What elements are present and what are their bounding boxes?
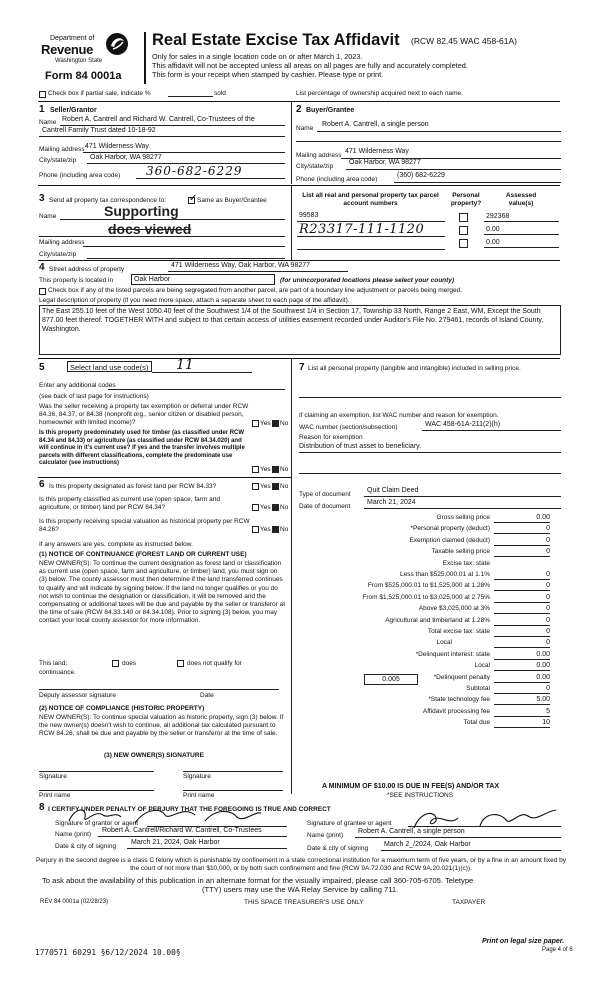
- seller-city-label: City/state/zip: [39, 157, 77, 164]
- subtotal-value[interactable]: 0: [546, 685, 550, 692]
- gross-selling-price-value[interactable]: 0.00: [536, 514, 550, 521]
- agricultural-tax-label: Agricultural and timberland at 1.28%: [385, 616, 490, 624]
- dept-line3: Washington State: [55, 58, 103, 64]
- timber-no-checkbox[interactable]: [272, 466, 279, 473]
- treasurer-use: THIS SPACE TREASURER'S USE ONLY: [244, 899, 364, 906]
- taxpayer-label: TAXPAYER: [452, 899, 486, 906]
- page-title: Real Estate Excise Tax Affidavit: [152, 31, 400, 49]
- owner-print-name-label-1: Print name: [39, 792, 71, 799]
- historical-yes-checkbox[interactable]: [252, 526, 259, 533]
- exemption-no-checkbox[interactable]: [272, 420, 279, 427]
- grantee-name-label: Name (print): [307, 832, 344, 839]
- parcel-number-2: R23317-111-1120: [299, 222, 425, 237]
- grantor-date: March 21, 2024, Oak Harbor: [131, 839, 220, 846]
- buyer-phone-label: Phone (including area code): [296, 176, 378, 183]
- tier-2-tax-value[interactable]: 0: [546, 582, 550, 590]
- county-select[interactable]: [131, 274, 275, 285]
- parcel-number-1: 99583: [299, 212, 319, 219]
- historical-question: Is this property receiving special valuation as historical property per RCW 84.26?: [39, 518, 250, 533]
- taxable-selling-price-label: Taxable selling price: [431, 548, 490, 556]
- dept-line1: Department of: [50, 35, 95, 42]
- header-note3: This form is your receipt when stamped by cashier. Please type or print.: [152, 70, 384, 79]
- does-not-label: does not qualify for: [187, 660, 242, 667]
- legal-desc-label: Legal description of property (if you need more space, attach a separate sheet to each page of the affidavit).: [39, 297, 350, 304]
- grantor-name-label: Name (print): [55, 831, 92, 838]
- gross-selling-price-label: Gross selling price: [436, 514, 490, 521]
- corr-mailing-label: Mailing address: [39, 239, 85, 246]
- exemption-yes-label: Yes: [260, 420, 271, 427]
- historical-no-label: No: [280, 526, 289, 533]
- see-instructions: *SEE INSTRUCTIONS: [387, 792, 454, 799]
- open-space-question: Is this property classified as current use (open space, farm and agriculture, or timber) land per RCW 84.34?: [39, 496, 221, 511]
- forest-yes-label: Yes: [260, 483, 271, 490]
- open-space-no-label: No: [280, 504, 289, 511]
- county-value: Oak Harbor: [134, 276, 171, 283]
- deputy-date-label: Date: [200, 692, 214, 699]
- timber-question: Is this property predominately used for timber (as classified under RCW 84.34 and 84.33) or agriculture (as classified under RCW 84.34.020) and will continue in it's current use? If yes and the transfer involves multiple parcels with different classifications, complete the predominate use calculator (see instructions): [39, 430, 245, 466]
- property-street: 471 Wilderness Way, Oak Harbor, WA 98277: [171, 262, 311, 269]
- timber-yes-label: Yes: [260, 466, 271, 473]
- section4-number: 4: [39, 262, 45, 273]
- seller-name-label: Name: [39, 119, 57, 126]
- tier-3-tax-label: From $1,525,000.01 to $3,025,000 at 2.75%: [362, 593, 490, 601]
- state-technology-fee-label: *State technology fee: [428, 696, 490, 704]
- open-space-yes-checkbox[interactable]: [252, 504, 259, 511]
- exemption-question: Was the seller receiving a property tax exemption or deferral under RCW 84.36, 84.37, or 84.38 (nonprofit org., senior citizen or disabled person, homeowner with limited income)?: [39, 403, 249, 426]
- seller-mailing: 471 Wilderness Way: [85, 143, 149, 150]
- delinquent-penalty-value[interactable]: 0.00: [536, 673, 550, 681]
- personal-property-deduct-label: *Personal property (deduct): [410, 525, 490, 533]
- personal-property-checkbox-3[interactable]: [459, 239, 468, 248]
- does-qualify-checkbox[interactable]: [112, 660, 119, 667]
- delinquent-interest-local-label: Local: [474, 662, 490, 670]
- delinquent-interest-state-label: *Delinquent interest: state: [415, 650, 490, 658]
- exemption-claimed-label: Exemption claimed (deduct): [409, 536, 490, 544]
- timber-no-label: No: [280, 466, 289, 473]
- tier-2-tax-label: From $525,000.01 to $1,525,000 at 1.28%: [367, 582, 490, 590]
- doc-date: March 21, 2024: [367, 499, 416, 506]
- supporting-docs-stamp-line2: docs viewed: [108, 221, 192, 237]
- doc-date-label: Date of document: [299, 503, 351, 510]
- total-due-label: Total due: [463, 719, 490, 727]
- doc-type: Quit Claim Deed: [367, 487, 419, 494]
- grantor-signature-label: Signature of grantor or agent: [55, 820, 139, 827]
- seller-phone: 360-682-6229: [146, 164, 243, 178]
- grantor-name: Robert A. Cantrell/Richard W. Cantrell, Co-Trustees: [102, 827, 262, 834]
- accessibility-line2: (TTY) users may use the WA Relay Service by calling 711.: [202, 885, 399, 894]
- does-label: does: [122, 660, 137, 667]
- notice2-text: NEW OWNER(S): To continue special valuation as historic property, sign (3) below. If the new owner(s) doesn't wish to continue, all additional tax calculated pursuant to RCW 84.26, shall be due and payable by the seller or transferor at the time of sale.: [39, 714, 284, 738]
- total-due-value[interactable]: 10: [542, 719, 550, 727]
- tier-1-tax-label: Less than $525,000.01 at 1.1%: [400, 571, 490, 578]
- buyer-city-label: City/state/zip: [296, 163, 334, 170]
- taxable-selling-price-value[interactable]: 0: [546, 548, 550, 556]
- seller-city: Oak Harbor, WA 98277: [90, 154, 162, 161]
- dept-logo-icon: [105, 32, 129, 56]
- same-as-buyer-label: Same as Buyer/Grantee: [197, 197, 267, 204]
- doc-type-label: Type of document: [299, 491, 351, 498]
- grantee-signature-label: Signature of grantee or agent: [307, 820, 392, 827]
- affidavit-processing-fee-value[interactable]: 5: [546, 707, 550, 715]
- assessed-col-header: Assessed value(s): [505, 192, 537, 207]
- grantee-name: Robert A. Cantrell, a single person: [358, 828, 465, 835]
- state-technology-fee-value[interactable]: 5.00: [536, 696, 550, 704]
- owner-print-name-label-2: Print name: [183, 792, 215, 799]
- personal-property-label: List all personal property (tangible and intangible) included in selling price.: [308, 365, 521, 372]
- perjury-notice: Perjury in the second degree is a class C felony which is punishable by confinement in a state correctional institution for a maximum term of five years, or by a fine in an amount fixed by the court of not more than $10,000, or by both such confinement and fine (RCW 9A.72.030 and RCW 9A.20.021(1)(c)).: [35, 857, 566, 872]
- notice2-title: (2) NOTICE OF COMPLIANCE (HISTORIC PROPERTY): [39, 705, 205, 712]
- section3-number: 3: [39, 193, 45, 204]
- delinquent-penalty-label: *Delinquent penalty: [433, 673, 490, 681]
- buyer-heading: Buyer/Grantee: [306, 107, 355, 114]
- supporting-docs-stamp-line1: Supporting: [104, 203, 179, 219]
- local-rate: 0.005: [382, 676, 400, 683]
- certify-statement: I CERTIFY UNDER PENALTY OF PERJURY THAT THE FOREGOING IS TRUE AND CORRECT: [48, 806, 331, 813]
- land-use-select[interactable]: [67, 361, 152, 372]
- open-space-no-checkbox[interactable]: [272, 504, 279, 511]
- section5-number: 5: [39, 362, 45, 373]
- partial-sale-label: Check box if partial sale, indicate %: [48, 90, 151, 97]
- correspondence-label: Send all property tax correspondence to:: [49, 197, 167, 204]
- percentage-note: List percentage of ownership acquired next to each name.: [296, 90, 463, 97]
- street-label: Street address of property: [49, 266, 125, 273]
- affidavit-processing-fee-label: Affidavit processing fee: [422, 707, 490, 715]
- if-any-yes: If any answers are yes, complete as instructed below.: [39, 541, 193, 548]
- excise-local-label: Local: [436, 639, 452, 647]
- land-use-mark: 11: [176, 357, 194, 373]
- corr-name-label: Name: [39, 213, 57, 220]
- partial-sold-label: sold: [214, 90, 226, 97]
- notice3-title: (3) NEW OWNER(S) SIGNATURE: [104, 752, 204, 759]
- exemption-claimed-value[interactable]: 0: [546, 536, 550, 544]
- forest-no-checkbox[interactable]: [272, 483, 279, 490]
- claiming-exemption-label: If claiming an exemption, list WAC number and reason for exemption.: [299, 412, 499, 419]
- page-number: Page 4 of 6: [542, 947, 573, 953]
- open-space-yes-label: Yes: [260, 504, 271, 511]
- tier-4-tax-label: Above $3,025,000 at 3%: [418, 605, 490, 613]
- wac-number: WAC 458-61A-211(2)(h): [425, 421, 501, 428]
- buyer-phone: (360) 682-6229: [397, 172, 445, 179]
- rcw-reference: (RCW 82.45 WAC 458-61A): [411, 36, 517, 46]
- reason-label: Reason for exemption: [299, 434, 363, 441]
- accessibility-line1: To ask about the availability of this publication in an alternate format for the visually impaired, please call 360-705-6705. Teletype: [42, 876, 474, 885]
- buyer-mailing-label: Mailing address: [296, 152, 342, 159]
- legal-size-note: Print on legal size paper.: [482, 938, 565, 945]
- recording-stamp: 1770571 60291 §6/12/2024 10.00§: [35, 948, 181, 957]
- owner-signature-label-2: Signature: [183, 773, 211, 780]
- segregated-label: Check box if any of the listed parcels are being segregated from another parcel, are part of a boundary line adjustment or parcels being merged.: [48, 287, 463, 294]
- buyer-city: Oak Harbor, WA 98277: [349, 159, 421, 166]
- subtotal-label: Subtotal: [466, 685, 490, 692]
- historical-yes-label: Yes: [260, 526, 271, 533]
- tier-4-tax-value[interactable]: 0: [546, 605, 550, 613]
- county-label: This property is located in: [39, 277, 114, 284]
- notice1-text: NEW OWNER(S): To continue the current designation as forest land or classification as current use (open space, farm and agriculture, or timber) land, you must sign on (3) below. The county assessor must then determine if the land transferred continues to qualify and will indicate by signing below. If the land no longer qualifies or you do not wish to continue the designation or classification, it will be removed and the compensating or additional taxes will be due and payable by the seller or transferor at the time of sale (RCW 84.33.140 or 84.34.108). Prior to signing (3) below, you may contact your local county assessor for more information.: [39, 560, 286, 625]
- total-excise-state-label: Total excise tax: state: [427, 628, 490, 635]
- buyer-name-label: Name: [296, 125, 314, 132]
- this-land-label: This land:: [39, 660, 68, 667]
- rev-number: REV 84 0001a (02/28/23): [40, 899, 109, 905]
- delinquent-interest-local-value[interactable]: 0.00: [536, 662, 550, 670]
- delinquent-interest-state-value[interactable]: 0.00: [536, 650, 550, 658]
- personal-property-deduct-value[interactable]: 0: [546, 525, 550, 533]
- exemption-no-label: No: [280, 420, 289, 427]
- personal-property-col-header: Personal property?: [450, 192, 482, 207]
- additional-codes-label: Enter any additional codes: [39, 382, 116, 389]
- total-excise-state-value[interactable]: 0: [546, 628, 550, 635]
- minimum-due: A MINIMUM OF $10.00 IS DUE IN FEE(S) AND/OR TAX: [322, 783, 500, 790]
- notice1-title: (1) NOTICE OF CONTINUANCE (FOREST LAND OR CURRENT USE): [39, 551, 247, 558]
- legal-description-box[interactable]: [39, 305, 561, 355]
- tier-3-tax-value[interactable]: 0: [546, 593, 550, 601]
- grantee-date: March 2_/2024, Oak Harbor: [384, 841, 471, 848]
- county-note: (for unincorporated locations please select your county): [280, 277, 455, 284]
- seller-phone-label: Phone (including area code): [39, 172, 121, 179]
- local-rate-box[interactable]: [364, 674, 418, 685]
- see-back-label: (see back of last page for instructions): [39, 393, 149, 400]
- excise-tax-state-heading-label: Excise tax: state: [442, 559, 490, 567]
- parcel-col-header: List all real and personal property tax parcel account numbers: [302, 192, 439, 207]
- continuance-label: continuance.: [39, 669, 76, 676]
- section2-number: 2: [296, 104, 302, 115]
- corr-city-label: City/state/zip: [39, 251, 77, 258]
- forest-yes-checkbox[interactable]: [252, 483, 259, 490]
- assessed-value-2: 0.00: [486, 226, 500, 233]
- assessed-value-1: 292368: [486, 213, 510, 220]
- buyer-name: Robert A. Cantrell, a single person: [322, 121, 429, 128]
- seller-name-line1: Robert A. Cantrell and Richard W. Cantrell, Co-Trustees of the: [62, 116, 255, 123]
- legal-description: The East 255.10 feet of the West 1050.40 feet of the Southwest 1/4 of the Southwest 1/4 in Section 17, Township 33 North, Range 2 East, WM, Except the South 877.00 feet thereof. TOGETHER WITH and subject to that certain access of utilities easement recorded under Auditor's File No. 279461, records of Island County, Washington.: [42, 308, 544, 333]
- timber-yes-checkbox[interactable]: [252, 466, 259, 473]
- section7-number: 7: [299, 362, 305, 373]
- exemption-yes-checkbox[interactable]: [252, 420, 259, 427]
- owner-signature-label-1: Signature: [39, 773, 67, 780]
- header-note1: Only for sales in a single location code on or after March 1, 2023.: [152, 52, 363, 61]
- personal-property-checkbox-1[interactable]: [459, 213, 468, 222]
- forest-no-label: No: [280, 483, 289, 490]
- seller-mailing-label: Mailing address: [39, 146, 85, 153]
- buyer-mailing: 471 Wilderness Way: [345, 148, 409, 155]
- exemption-reason: Distribution of trust asset to beneficiary.: [299, 443, 422, 450]
- tier-1-tax-value[interactable]: 0: [546, 571, 550, 578]
- wac-label: WAC number (section/subsection): [299, 424, 398, 431]
- excise-local-value[interactable]: 0: [546, 639, 550, 647]
- seller-name-line2: Cantrell Family Trust dated 10-18-92: [42, 127, 156, 134]
- agricultural-tax-value[interactable]: 0: [546, 616, 550, 624]
- does-not-qualify-checkbox[interactable]: [177, 660, 184, 667]
- dept-line2: Revenue: [41, 42, 94, 57]
- partial-sale-checkbox[interactable]: [39, 91, 46, 98]
- assessed-value-3: 0.00: [486, 239, 500, 246]
- form-number: Form 84 0001a: [45, 70, 122, 82]
- seller-heading: Seller/Grantor: [50, 107, 97, 114]
- historical-no-checkbox[interactable]: [272, 526, 279, 533]
- segregated-checkbox[interactable]: [39, 288, 46, 295]
- section6-number: 6: [39, 479, 45, 490]
- header-note2: This affidavit will not be accepted unless all areas on all pages are fully and accurately completed.: [152, 61, 468, 70]
- section8-number: 8: [39, 802, 45, 813]
- section1-number: 1: [39, 104, 45, 115]
- land-use-select-label: Select land use code(s): [70, 363, 149, 372]
- grantee-date-label: Date & city of signing: [307, 845, 369, 852]
- grantor-date-label: Date & city of signing: [55, 843, 117, 850]
- deputy-signature-label: Deputy assessor signature: [39, 692, 116, 699]
- forest-question: Is this property designated as forest land per RCW 84.33?: [49, 483, 217, 490]
- personal-property-checkbox-2[interactable]: [459, 226, 468, 235]
- same-as-buyer-check-icon: ✓: [189, 193, 198, 204]
